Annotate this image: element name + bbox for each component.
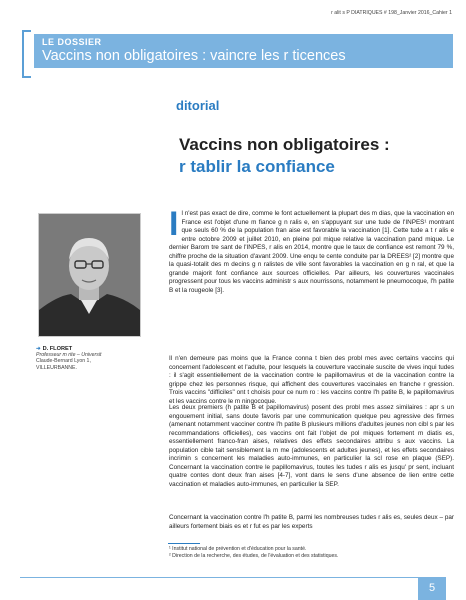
author-block bbox=[36, 346, 140, 371]
author-affiliation: Claude-Bernard Lyon 1, bbox=[36, 358, 91, 365]
footnotes bbox=[169, 546, 454, 559]
running-head: r alit s P DIATRIQUES # 198_Janvier 2016_Cahier 1 bbox=[331, 10, 452, 16]
paragraph-text: Les deux premiers (h patite B et papillomavirus) posent des probl mes assez similaires : apr s un engouement initial, sans doute favoris par une communication quelque peu agressive des firmes (amenant notamment vacciner contre l'h patite B plusieurs millions d'adultes jeunes non cibl s par les recommandations officielles), ces vaccins ont fait l'objet de pol miques fortement m diatis es, essentiellement franco-fran aises, relatives des effets secondaires attribu s aux vaccins. La population cible tait sensiblement la m me (adolescents et adultes jeunes), et les effets secondaires incrimin s concernent les maladies auto-immunes, en particulier la scl rose en plaque (SEP). Concernant la vaccination contre le papillomavirus, toutes les tudes r alis es jusqu' pr sent, incluant quatre contes dont deux fran aises [4-7], vont dans le sens d'une absence de lien entre cette vaccination et maladies auto-immunes, en particulier la SEP. bbox=[169, 404, 454, 488]
article-subtitle: r tablir la confiance bbox=[179, 157, 335, 176]
dossier-banner bbox=[34, 34, 453, 68]
banner-label: LE DOSSIER bbox=[42, 37, 102, 47]
footer-divider bbox=[20, 577, 446, 578]
footnote-divider bbox=[168, 543, 200, 544]
section-label: ditorial bbox=[176, 98, 220, 113]
author-affiliation: Professeur m rite – Universit bbox=[36, 352, 102, 358]
drop-cap: I bbox=[169, 205, 179, 243]
author-name: D. FLORET bbox=[42, 346, 73, 352]
paragraph bbox=[169, 355, 454, 406]
paragraph-text: l n'est pas exact de dire, comme le font actuellement la plupart des m dias, que la vaccination en France est l'objet d'une m fiance g n ralis e, en s'appuyant sur une tude de l'INPES¹ montrant que seuls 60 % de la population fran aise est favorable la vaccination [1]. Cette tude a t r alis e entre octobre 2009 et juillet 2010, en pleine pol mique relative la vaccination pand mique. Le dernier Barom tre sant de l'INPES, r alis en 2014, montre que le taux de confiance est remont 79 %, chiffre proche de la situation d'avant 2009. Une enqu te cente conduite par la DREES² [2] montre que la quasi-totalit des m decins g n ralistes de ville sont favorables la vaccination en g n ral, et que la grande majorit font confiance aux sources officielles. Par ailleurs, les couvertures vaccinales progressent pour tous les vaccins administr s aux nourrissons, notamment le pneumocoque, l'h patite B et la rougeole [3]. bbox=[169, 210, 454, 294]
page-number: 5 bbox=[418, 577, 446, 600]
footnote: ¹ Institut national de prévention et d'éducation pour la santé. bbox=[169, 546, 307, 552]
author-affiliation: VILLEURBANNE. bbox=[36, 364, 77, 371]
paragraph-text: Il n'en demeure pas moins que la France conna t bien des probl mes avec certains vaccins qui concernent l'adolescent et l'adulte, pour lesquels la couverture vaccinale suscite de vives inqui tudes : il s'agit essentiellement de la vaccination contre le papillomavirus et de la vaccination contre la grippe chez les personnes risque, qui affichent des couvertures vaccinales en franche r gression. Trois vaccins "difficiles" ont t choisis pour ce num ro : les vaccins contre l'h patite B, le papillomavirus et les vaccins contre le m ningocoque. bbox=[169, 355, 454, 405]
paragraph bbox=[169, 205, 454, 295]
banner-bracket bbox=[22, 30, 31, 78]
article-title: Vaccins non obligatoires : bbox=[179, 135, 390, 154]
paragraph-text: Concernant la vaccination contre l'h patite B, parmi les nombreuses tudes r alis es, seules deux – par ailleurs fortement biais es et r fut es par les experts bbox=[169, 514, 454, 530]
banner-title: Vaccins non obligatoires : vaincre les r ticences bbox=[42, 48, 346, 64]
author-photo bbox=[38, 213, 141, 337]
footnote: ² Direction de la recherche, des études, de l'évaluation et des statistiques. bbox=[169, 552, 339, 559]
paragraph bbox=[169, 404, 454, 489]
paragraph bbox=[169, 514, 454, 531]
arrow-right-icon: ➜ bbox=[36, 346, 41, 352]
